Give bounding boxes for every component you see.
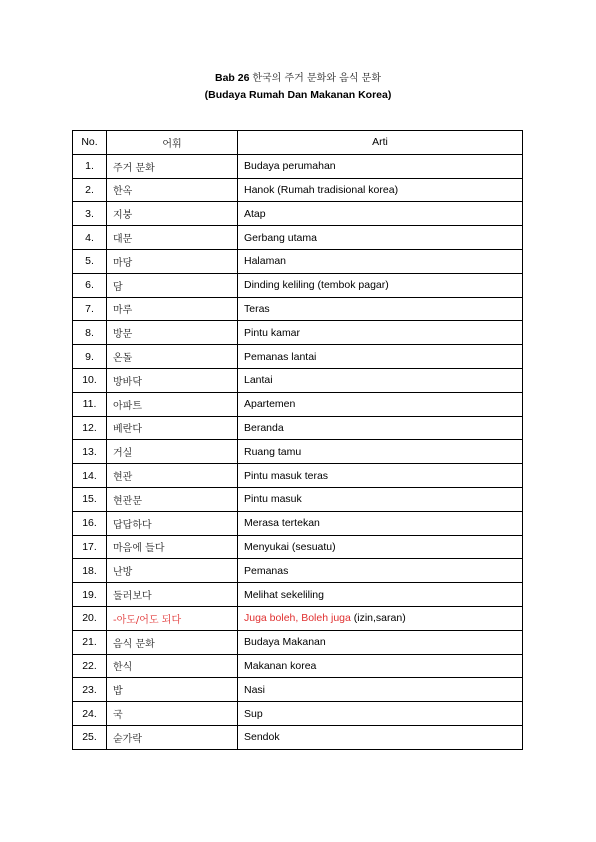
meaning-cell: Hanok (Rumah tradisional korea)	[238, 178, 523, 202]
row-number: 6.	[73, 273, 107, 297]
word-cell	[107, 535, 238, 559]
table-row	[73, 464, 523, 488]
meaning-cell: Pintu kamar	[238, 321, 523, 345]
row-number: 21.	[73, 630, 107, 654]
meaning-cell: Budaya Makanan	[238, 630, 523, 654]
meaning-cell: Beranda	[238, 416, 523, 440]
word-cell	[107, 440, 238, 464]
meaning-cell: Budaya perumahan	[238, 154, 523, 178]
table-row	[73, 273, 523, 297]
korean-title: 한국의 주거 문화와 음식 문화	[252, 73, 381, 84]
row-number: 13.	[73, 440, 107, 464]
word-cell	[107, 249, 238, 273]
row-number: 11.	[73, 392, 107, 416]
korean-word: 지붕	[113, 210, 133, 222]
row-number: 7.	[73, 297, 107, 321]
word-cell	[107, 654, 238, 678]
korean-word: 방바닥	[113, 376, 142, 388]
table-header-row	[73, 131, 523, 155]
row-number: 19.	[73, 583, 107, 607]
row-number: 2.	[73, 178, 107, 202]
meaning-cell: Teras	[238, 297, 523, 321]
row-number: 15.	[73, 487, 107, 511]
word-cell	[107, 630, 238, 654]
meaning-cell: Ruang tamu	[238, 440, 523, 464]
row-number: 18.	[73, 559, 107, 583]
word-cell	[107, 464, 238, 488]
vocabulary-table	[72, 130, 523, 750]
korean-word: 베란다	[113, 424, 142, 436]
meaning-cell: Melihat sekeliling	[238, 583, 523, 607]
table-body	[73, 154, 523, 749]
table-row	[73, 249, 523, 273]
korean-word: 둘러보다	[113, 591, 152, 603]
table-row	[73, 392, 523, 416]
meaning-cell: Pemanas lantai	[238, 345, 523, 369]
word-cell	[107, 583, 238, 607]
table-row	[73, 487, 523, 511]
page-title-block	[0, 70, 596, 103]
chapter-label: Bab 26	[215, 72, 250, 84]
meaning-cell: Lantai	[238, 368, 523, 392]
table-row	[73, 559, 523, 583]
row-number: 23.	[73, 678, 107, 702]
row-number: 10.	[73, 368, 107, 392]
word-cell	[107, 678, 238, 702]
row-number: 9.	[73, 345, 107, 369]
table-row	[73, 725, 523, 749]
meaning-cell: Menyukai (sesuatu)	[238, 535, 523, 559]
word-cell	[107, 345, 238, 369]
table-row	[73, 154, 523, 178]
meaning-cell: Sup	[238, 702, 523, 726]
header-meaning: Arti	[238, 131, 523, 155]
korean-word: 아파트	[113, 400, 142, 412]
korean-word: 현관문	[113, 495, 142, 507]
meaning-cell: Atap	[238, 202, 523, 226]
header-word: 어휘	[107, 131, 238, 155]
meaning-cell	[238, 606, 523, 630]
row-number: 8.	[73, 321, 107, 345]
row-number: 5.	[73, 249, 107, 273]
word-cell	[107, 392, 238, 416]
word-cell	[107, 226, 238, 250]
word-cell	[107, 321, 238, 345]
row-number: 17.	[73, 535, 107, 559]
word-cell	[107, 606, 238, 630]
word-cell	[107, 511, 238, 535]
korean-word: 온돌	[113, 353, 133, 365]
page-subtitle: (Budaya Rumah Dan Makanan Korea)	[204, 89, 392, 101]
meaning-cell: Merasa tertekan	[238, 511, 523, 535]
word-cell	[107, 297, 238, 321]
row-number: 24.	[73, 702, 107, 726]
korean-word: 마당	[113, 257, 133, 269]
table-row	[73, 511, 523, 535]
word-cell	[107, 273, 238, 297]
page-title	[0, 70, 596, 87]
korean-word: 답답하다	[113, 519, 152, 531]
table-row	[73, 178, 523, 202]
korean-word: 한식	[113, 662, 133, 674]
word-cell	[107, 725, 238, 749]
row-number: 14.	[73, 464, 107, 488]
word-cell	[107, 416, 238, 440]
table-row	[73, 440, 523, 464]
row-number: 25.	[73, 725, 107, 749]
meaning-cell: Apartemen	[238, 392, 523, 416]
word-cell	[107, 154, 238, 178]
table-row	[73, 654, 523, 678]
word-cell	[107, 487, 238, 511]
word-cell	[107, 202, 238, 226]
table-row	[73, 630, 523, 654]
table-row	[73, 535, 523, 559]
row-number: 3.	[73, 202, 107, 226]
korean-word: 방문	[113, 329, 133, 341]
korean-word: 마루	[113, 305, 133, 317]
row-number: 16.	[73, 511, 107, 535]
korean-word: 숟가락	[113, 733, 142, 745]
table-row	[73, 368, 523, 392]
meaning-cell: Nasi	[238, 678, 523, 702]
table-row	[73, 202, 523, 226]
table-row	[73, 416, 523, 440]
korean-word: 밥	[113, 686, 123, 698]
table-row	[73, 321, 523, 345]
korean-word: 담	[113, 281, 123, 293]
meaning-cell: Halaman	[238, 249, 523, 273]
word-cell	[107, 702, 238, 726]
row-number: 4.	[73, 226, 107, 250]
table-row	[73, 297, 523, 321]
meaning-cell: Pemanas	[238, 559, 523, 583]
word-cell	[107, 178, 238, 202]
row-number: 12.	[73, 416, 107, 440]
meaning-highlight-text: Juga boleh, Boleh juga	[244, 612, 351, 625]
word-cell	[107, 559, 238, 583]
header-no: No.	[73, 131, 107, 155]
meaning-cell: Pintu masuk teras	[238, 464, 523, 488]
table-row	[73, 583, 523, 607]
table-row	[73, 345, 523, 369]
meaning-rest-text: (izin,saran)	[350, 612, 406, 625]
row-number: 1.	[73, 154, 107, 178]
table-row	[73, 678, 523, 702]
table-row	[73, 702, 523, 726]
korean-word: -아도/어도 되다	[113, 614, 182, 626]
korean-word: 주거 문화	[113, 162, 155, 174]
table-row	[73, 606, 523, 630]
meaning-cell: Pintu masuk	[238, 487, 523, 511]
meaning-cell: Dinding keliling (tembok pagar)	[238, 273, 523, 297]
row-number: 22.	[73, 654, 107, 678]
korean-word: 국	[113, 710, 123, 722]
korean-word: 대문	[113, 234, 133, 246]
meaning-cell: Sendok	[238, 725, 523, 749]
korean-word: 현관	[113, 472, 133, 484]
word-cell	[107, 368, 238, 392]
korean-word: 음식 문화	[113, 638, 155, 650]
korean-word: 한옥	[113, 186, 133, 198]
korean-word: 난방	[113, 567, 133, 579]
korean-word: 거실	[113, 448, 133, 460]
korean-word: 마음에 들다	[113, 543, 165, 555]
table-row	[73, 226, 523, 250]
meaning-cell: Makanan korea	[238, 654, 523, 678]
meaning-cell: Gerbang utama	[238, 226, 523, 250]
row-number: 20.	[73, 606, 107, 630]
